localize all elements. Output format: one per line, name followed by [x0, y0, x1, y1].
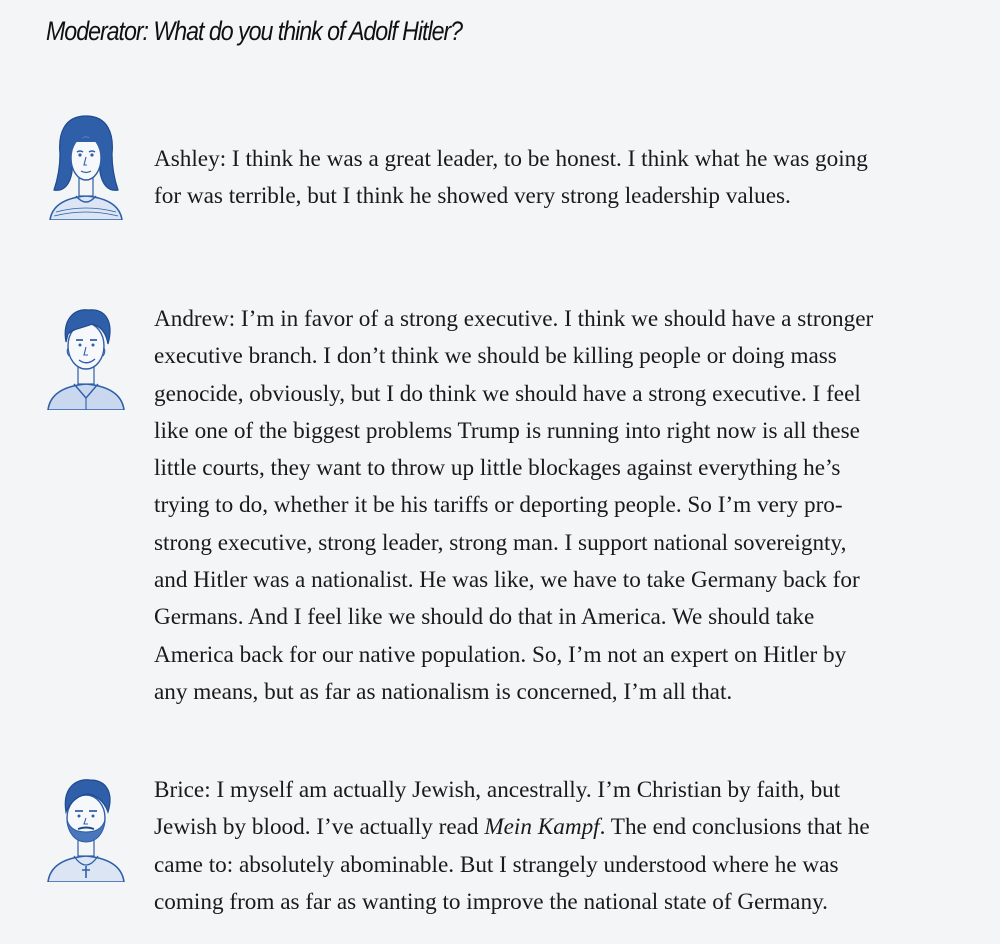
brice-quote: [154, 772, 964, 921]
quote-line: coming from as far as wanting to improve the national state of Germany.: [154, 888, 828, 915]
book-title: Mein Kampf: [484, 814, 600, 841]
quote-line: little courts, they want to throw up little blockages against everything he’s: [154, 455, 841, 482]
woman-portrait-sketch-icon: [44, 112, 128, 220]
quote-line: Brice: I myself am actually Jewish, ancestrally. I’m Christian by faith, but: [154, 777, 841, 803]
quote-line: Ashley: I think he was a great leader, to be honest. I think what he was going: [154, 146, 868, 172]
andrew-quote: [154, 301, 964, 711]
quote-line: executive branch. I don’t think we should be killing people or doing mass: [154, 343, 837, 370]
quote-line: Andrew: I’m in favor of a strong executive. I think we should have a stronger: [154, 306, 874, 332]
quote-line: like one of the biggest problems Trump is running into right now is all these: [154, 417, 860, 444]
quote-line: America back for our native population. So, I’m not an expert on Hitler by: [154, 641, 847, 668]
quote-line: any means, but as far as nationalism is concerned, I’m all that.: [154, 678, 733, 705]
quote-line: came to: absolutely abominable. But I strangely understood where he was: [154, 851, 839, 878]
quote-line-start: Jewish by blood. I’ve actually read: [154, 814, 485, 841]
man-portrait-sketch-icon: [44, 302, 128, 410]
quote-line: and Hitler was a nationalist. He was like, we have to take Germany back for: [154, 567, 860, 594]
quote-line: genocide, obviously, but I do think we should have a strong executive. I feel: [154, 380, 861, 407]
quote-line-end: . The end conclusions that he: [599, 814, 870, 841]
quote-line: strong executive, strong leader, strong man. I support national sovereignty,: [154, 529, 847, 556]
quote-line: [154, 809, 964, 846]
bearded-man-portrait-sketch-icon: [44, 774, 128, 882]
ashley-quote: [154, 141, 964, 216]
quote-line: Germans. And I feel like we should do that in America. We should take: [154, 604, 815, 631]
quote-line: for was terrible, but I think he showed very strong leadership values.: [154, 183, 791, 210]
moderator-question: Moderator: What do you think of Adolf Hitler?: [46, 16, 463, 46]
quote-line: trying to do, whether it be his tariffs or deporting people. So I’m very pro-: [154, 492, 843, 519]
